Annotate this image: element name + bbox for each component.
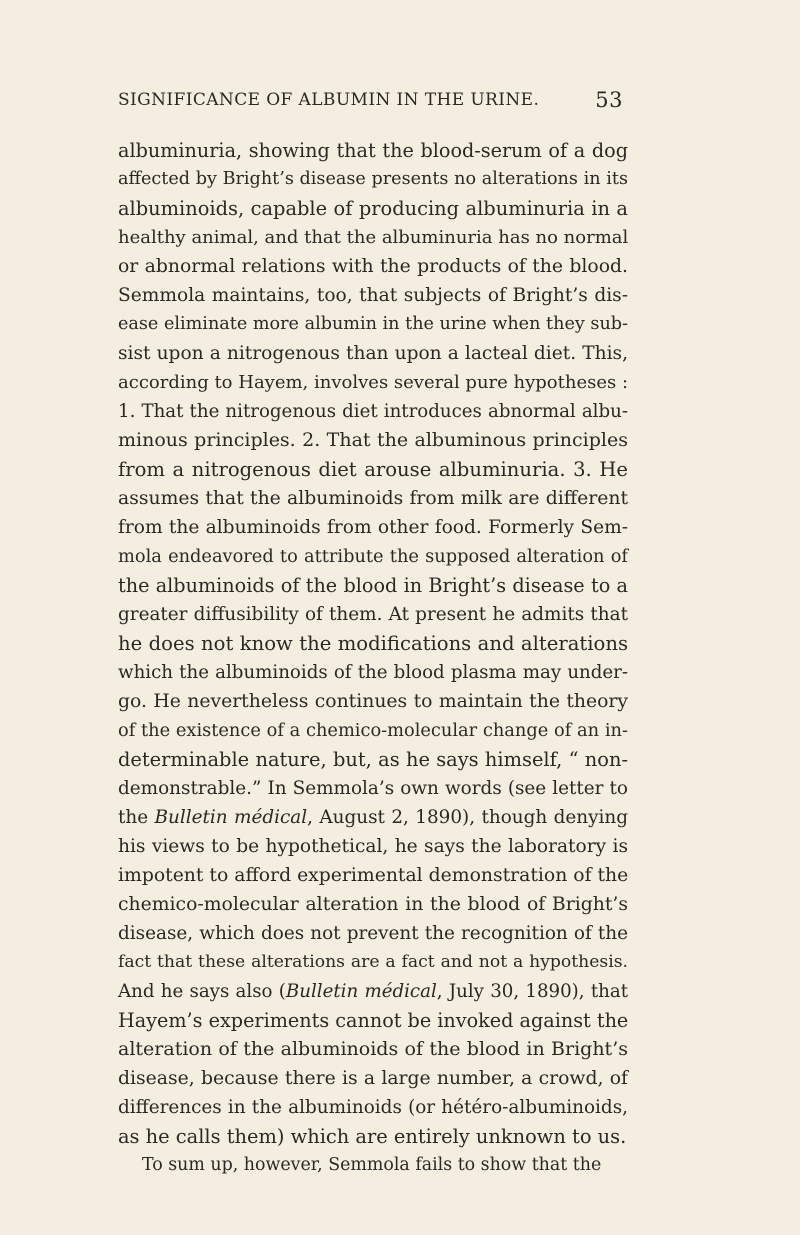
text-line: of the existence of a chemico-molecular change of an in- [118, 720, 628, 741]
text-line: assumes that the albuminoids from milk are different [118, 488, 628, 509]
text-line: 1. That the nitrogenous diet introduces abnormal albu- [118, 401, 628, 422]
running-header [118, 90, 623, 110]
text-line: he does not know the modifications and alterations [118, 632, 628, 655]
text-line: sist upon a nitrogenous than upon a lacteal diet. This, [118, 343, 628, 364]
text-segment: , July 30, 1890), that [436, 981, 628, 1002]
text-line: impotent to afford experimental demonstration of the [118, 865, 629, 886]
text-line: fact that these alterations are a fact and not a hypothesis. [118, 952, 628, 972]
text-line-with-citation [118, 803, 628, 832]
text-line-indented: To sum up, however, Semmola fails to show that the [142, 1155, 602, 1175]
text-line: determinable nature, but, as he says himself, “ non- [118, 748, 628, 771]
text-line: ease eliminate more albumin in the urine when they sub- [118, 314, 628, 334]
text-line: go. He nevertheless continues to maintain the theory [118, 691, 628, 712]
text-line-with-citation [118, 977, 628, 1006]
page-number: 53 [595, 88, 623, 112]
text-line: from the albuminoids from other food. Formerly Sem- [118, 517, 628, 538]
journal-title: Bulletin médical [154, 807, 308, 828]
text-line: demonstrable.” In Semmola’s own words (see letter to [118, 778, 628, 799]
text-segment: And he says also ( [118, 981, 286, 1002]
text-segment: the [118, 807, 155, 828]
body-paragraph [118, 136, 628, 1180]
text-segment: , August 2, 1890), though denying [307, 807, 628, 828]
text-line: disease, because there is a large number, a crowd, of [118, 1068, 628, 1089]
text-line: which the albuminoids of the blood plasma may under- [118, 662, 628, 683]
text-line: affected by Bright’s disease presents no alterations in its [118, 169, 628, 189]
text-line: disease, which does not prevent the recognition of the [118, 923, 628, 944]
text-line: Hayem’s experiments cannot be invoked against the [118, 1009, 629, 1032]
text-line: differences in the albuminoids (or hétéro-albuminoids, [118, 1097, 628, 1118]
text-line: mola endeavored to attribute the supposed alteration of [118, 546, 628, 567]
text-line: alteration of the albuminoids of the blood in Bright’s [118, 1038, 628, 1060]
text-line: as he calls them) which are entirely unknown to us. [118, 1125, 627, 1148]
journal-title: Bulletin médical [285, 981, 437, 1002]
text-line: healthy animal, and that the albuminuria has no normal [118, 227, 629, 248]
text-line: minous principles. 2. That the albuminous principles [118, 429, 628, 451]
text-line: from a nitrogenous diet arouse albuminuria. 3. He [118, 458, 628, 481]
text-line: chemico-molecular alteration in the blood of Bright’s [118, 894, 628, 915]
text-line: his views to be hypothetical, he says the laboratory is [118, 836, 628, 857]
text-line: Semmola maintains, too, that subjects of Bright’s dis- [118, 285, 628, 306]
text-line: albuminuria, showing that the blood-serum of a dog [118, 139, 628, 162]
text-line: or abnormal relations with the products of the blood. [118, 256, 628, 277]
text-line: albuminoids, capable of producing albuminuria in a [118, 197, 628, 220]
text-line: greater diffusibility of them. At present he admits that [118, 604, 628, 625]
text-line: the albuminoids of the blood in Bright’s disease to a [118, 574, 628, 597]
running-title: SIGNIFICANCE OF ALBUMIN IN THE URINE. [118, 90, 540, 110]
text-line: according to Hayem, involves several pure hypotheses : [118, 372, 629, 393]
